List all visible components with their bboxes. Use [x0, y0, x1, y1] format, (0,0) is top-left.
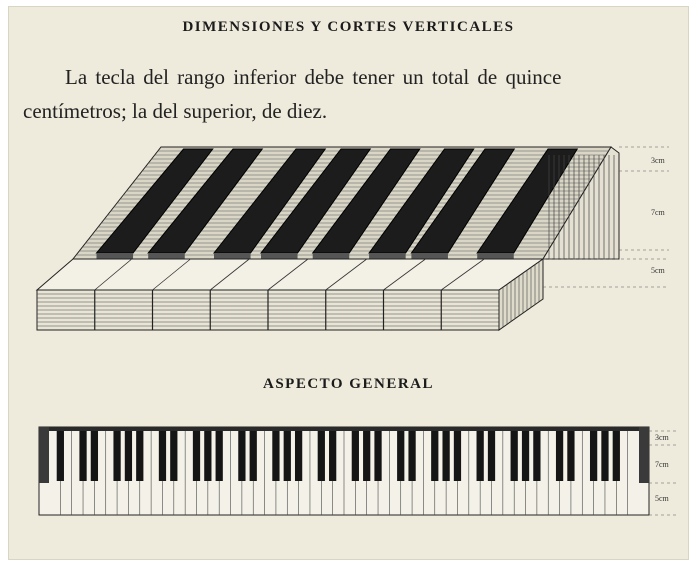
- white-keys-group: [60, 431, 627, 515]
- section-heading-dimensions: DIMENSIONES Y CORTES VERTICALES: [182, 19, 515, 35]
- black-key: [477, 431, 484, 481]
- black-key: [601, 431, 608, 481]
- dimension-label-5cm: 5cm: [651, 266, 665, 275]
- black-key: [533, 431, 540, 481]
- black-key-front: [477, 253, 514, 259]
- black-key: [454, 431, 461, 481]
- black-key: [284, 431, 291, 481]
- black-key: [216, 431, 223, 481]
- black-key: [136, 431, 143, 481]
- black-key-front: [214, 253, 251, 259]
- black-key: [522, 431, 529, 481]
- dimension-label-3cm: 3cm: [651, 156, 665, 165]
- black-key: [431, 431, 438, 481]
- black-key-front: [411, 253, 448, 259]
- black-key-front: [369, 253, 406, 259]
- keyboard-outline: [39, 427, 649, 515]
- black-key: [352, 431, 359, 481]
- black-key: [318, 431, 325, 481]
- black-key: [125, 431, 132, 481]
- black-key: [193, 431, 200, 481]
- black-key: [488, 431, 495, 481]
- black-key-front: [261, 253, 298, 259]
- black-key: [79, 431, 86, 481]
- black-key: [374, 431, 381, 481]
- dimension-label-7cm: 7cm: [651, 208, 665, 217]
- book-page: [8, 6, 689, 560]
- black-key: [170, 431, 177, 481]
- black-key-front: [148, 253, 185, 259]
- right-cheek: [639, 427, 649, 483]
- keyboard-dimension-7cm: 7cm: [655, 460, 669, 469]
- black-key: [159, 431, 166, 481]
- black-key: [590, 431, 597, 481]
- left-cheek: [39, 427, 49, 483]
- black-key: [204, 431, 211, 481]
- keyboard-dimension-3cm: 3cm: [655, 433, 669, 442]
- black-key: [613, 431, 620, 481]
- black-key: [295, 431, 302, 481]
- keyboard-cross-section-illustration: [9, 7, 688, 337]
- black-key: [363, 431, 370, 481]
- black-key: [442, 431, 449, 481]
- black-key: [397, 431, 404, 481]
- black-key: [567, 431, 574, 481]
- black-key: [250, 431, 257, 481]
- black-key: [57, 431, 64, 481]
- paragraph-line-2: centímetros; la del superior, de diez.: [23, 99, 328, 123]
- black-key: [329, 431, 336, 481]
- black-key: [556, 431, 563, 481]
- black-key: [238, 431, 245, 481]
- black-key: [113, 431, 120, 481]
- black-key: [91, 431, 98, 481]
- black-key: [408, 431, 415, 481]
- black-key-front: [313, 253, 350, 259]
- keyboard-dimension-guides: [649, 431, 677, 515]
- keyboard-black-keys-group: [57, 431, 620, 481]
- black-key: [511, 431, 518, 481]
- section-heading-general: ASPECTO GENERAL: [262, 376, 434, 392]
- paragraph-line-1: La tecla del rango inferior debe tener un total de quince: [65, 65, 562, 89]
- black-key: [272, 431, 279, 481]
- keyboard-dimension-5cm: 5cm: [655, 494, 669, 503]
- black-key-front: [97, 253, 134, 259]
- keyboard-top-edge: [39, 427, 649, 431]
